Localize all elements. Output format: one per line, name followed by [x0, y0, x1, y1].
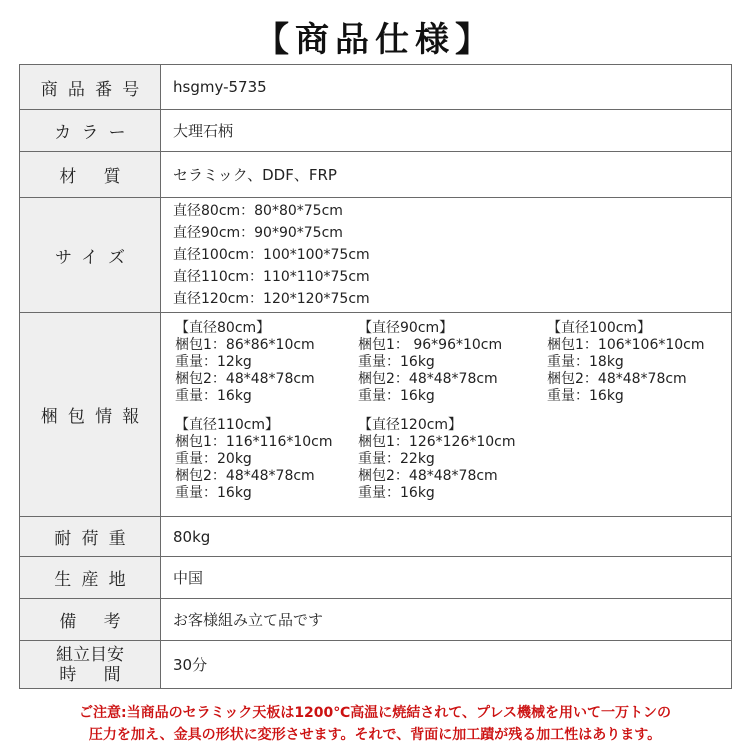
packing-heading: 【直径120cm】 [358, 416, 463, 433]
packing-group-90 [358, 320, 502, 405]
origin-value: 中国 [161, 557, 732, 599]
packing-weight1: 重量：16kg [358, 353, 435, 370]
packing-pack1: 梱包1：126*126*10cm [358, 433, 516, 450]
row-load-capacity [20, 517, 732, 557]
packing-pack2: 梱包2：48*48*78cm [547, 370, 687, 387]
packing-weight2: 重量：16kg [547, 387, 624, 404]
row-origin [20, 557, 732, 599]
load-capacity-label: 耐荷重 [20, 517, 161, 557]
packing-group-100 [547, 320, 705, 405]
row-packing [20, 313, 732, 517]
notice-line-1: ご注意:当商品のセラミック天板は1200℃高温に焼結されて、プレス機械を用いて一万トンの [79, 705, 671, 721]
packing-pack1: 梱包1：86*86*10cm [175, 336, 315, 353]
packing-heading: 【直径80cm】 [175, 319, 271, 336]
notice-text [0, 702, 750, 746]
material-label: 材質 [20, 152, 161, 198]
packing-group-80 [175, 320, 315, 405]
size-value [161, 198, 732, 313]
color-value: 大理石柄 [161, 110, 732, 152]
packing-value [161, 313, 732, 517]
row-assembly-time [20, 641, 732, 689]
size-line: 直径110cm：110*110*75cm [173, 269, 370, 285]
packing-pack1: 梱包1： 96*96*10cm [358, 336, 503, 353]
row-remarks [20, 599, 732, 641]
size-line: 直径80cm：80*80*75cm [173, 203, 343, 219]
assembly-time-value: 30分 [161, 641, 732, 689]
packing-label: 梱包情報 [20, 313, 161, 517]
packing-heading: 【直径90cm】 [358, 319, 454, 336]
origin-label: 生産地 [20, 557, 161, 599]
product-number-label: 商品番号 [20, 65, 161, 110]
packing-weight1: 重量：20kg [175, 450, 252, 467]
notice-line-2: 圧力を加え、金具の形状に変形させます。それで、背面に加工蹟が残る加工性はあります。 [88, 727, 662, 743]
row-color [20, 110, 732, 152]
row-material [20, 152, 732, 198]
packing-pack2: 梱包2：48*48*78cm [175, 370, 315, 387]
load-capacity-value: 80kg [161, 517, 732, 557]
size-line: 直径90cm：90*90*75cm [173, 225, 343, 241]
packing-weight1: 重量：22kg [358, 450, 435, 467]
row-size [20, 198, 732, 313]
packing-pack2: 梱包2：48*48*78cm [175, 467, 315, 484]
product-number-value: hsgmy-5735 [161, 65, 732, 110]
packing-pack1: 梱包1：106*106*10cm [547, 336, 705, 353]
packing-weight2: 重量：16kg [175, 387, 252, 404]
remarks-value: お客様組み立て品です [161, 599, 732, 641]
spec-table [19, 64, 732, 689]
packing-weight2: 重量：16kg [358, 387, 435, 404]
packing-weight1: 重量：18kg [547, 353, 624, 370]
page-title: 【商品仕様】 [255, 20, 495, 60]
packing-weight1: 重量：12kg [175, 353, 252, 370]
size-line: 直径100cm：100*100*75cm [173, 247, 370, 263]
packing-weight2: 重量：16kg [175, 484, 252, 501]
packing-group-120 [358, 417, 516, 502]
packing-pack2: 梱包2：48*48*78cm [358, 467, 498, 484]
packing-heading: 【直径110cm】 [175, 416, 280, 433]
size-label: サイズ [20, 198, 161, 313]
size-line: 直径120cm：120*120*75cm [173, 291, 370, 307]
color-label: カラー [20, 110, 161, 152]
packing-weight2: 重量：16kg [358, 484, 435, 501]
row-product-number [20, 65, 732, 110]
packing-heading: 【直径100cm】 [547, 319, 652, 336]
packing-pack1: 梱包1：116*116*10cm [175, 433, 333, 450]
remarks-label: 備考 [20, 599, 161, 641]
material-value: セラミック、DDF、FRP [161, 152, 732, 198]
packing-pack2: 梱包2：48*48*78cm [358, 370, 498, 387]
assembly-time-label: 組立目安 時間 [20, 641, 161, 689]
packing-grid [161, 315, 731, 515]
packing-group-110 [175, 417, 333, 502]
